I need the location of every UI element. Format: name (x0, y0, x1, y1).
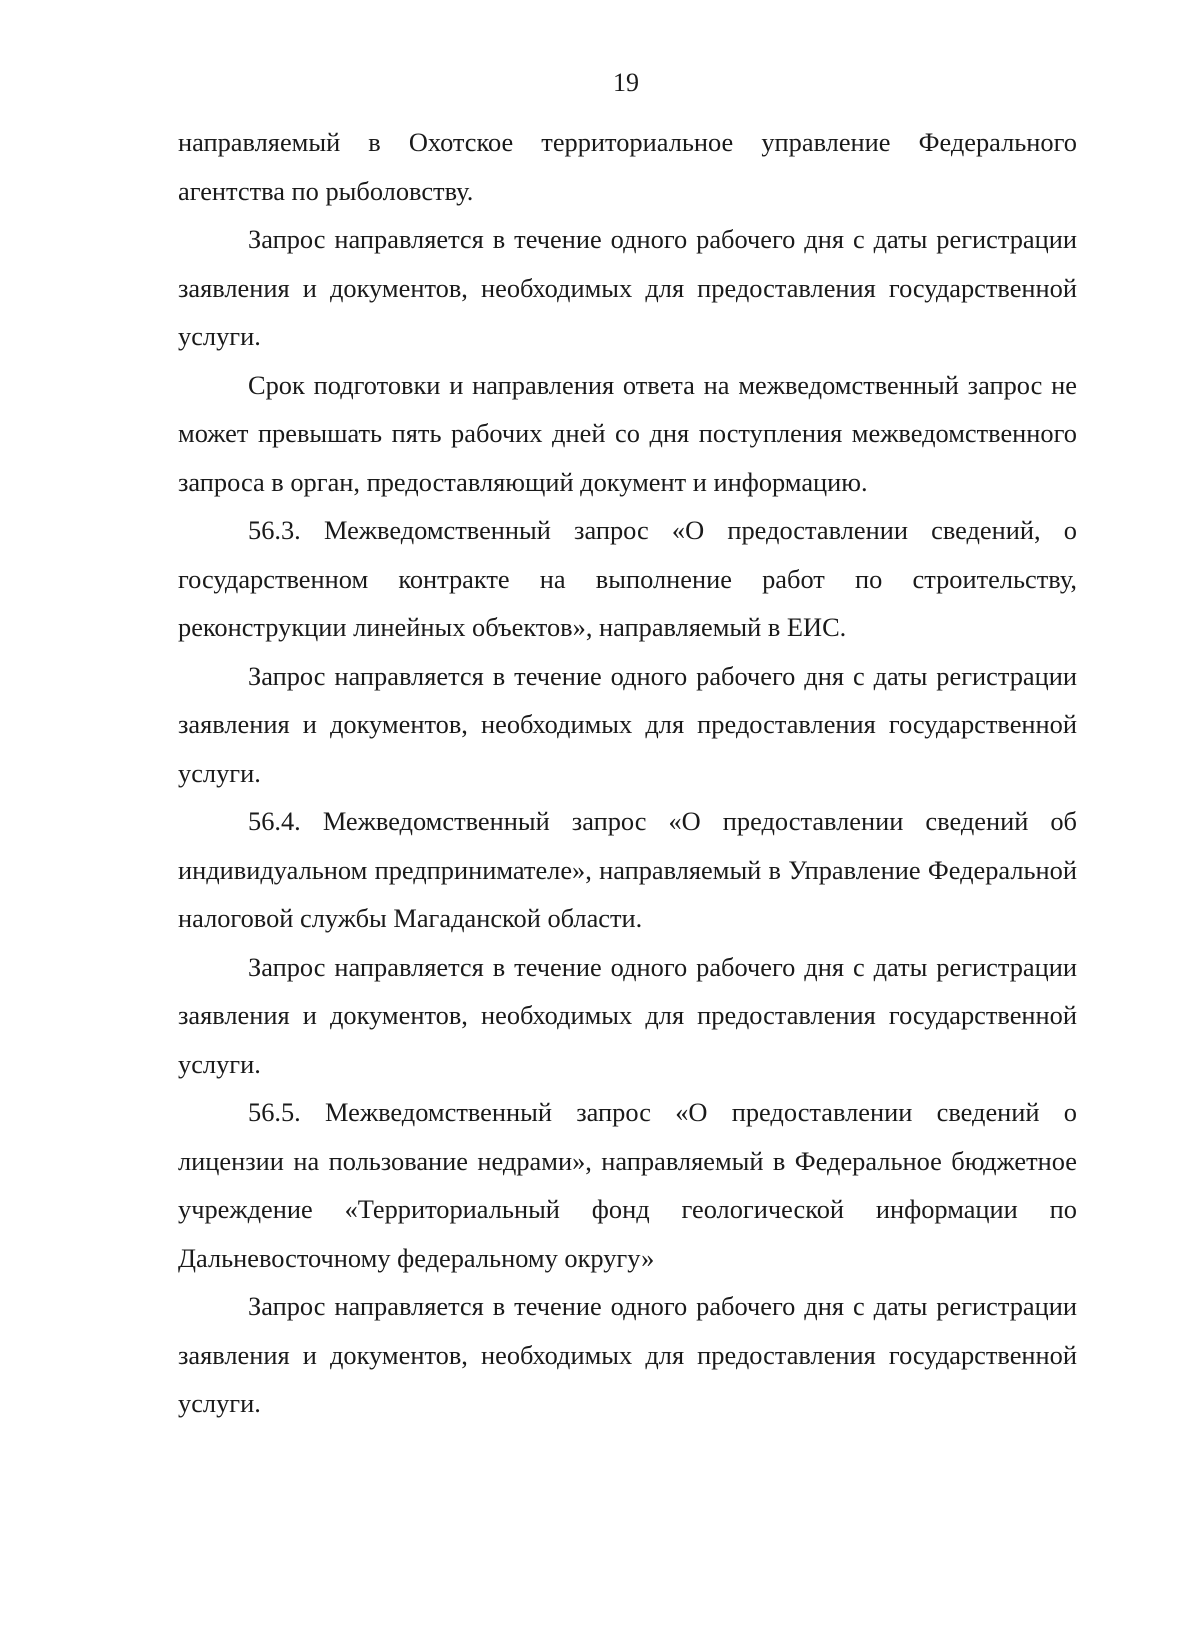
paragraph-request-deadline: Запрос направляется в течение одного рабочего дня с даты регистрации заявления и документов, необходимых для предоставления государственной услуги. (178, 951, 1077, 1079)
paragraph-item-56-5: 56.5. Межведомственный запрос «О предоставлении сведений о лицензии на пользование недрами», направляемый в Федеральное бюджетное учреждение «Территориальный фонд геологической информации по Дальневосточному федеральному округу» (178, 1097, 1077, 1273)
page-number: 19 (613, 68, 639, 97)
paragraph-item-56-4: 56.4. Межведомственный запрос «О предоставлении сведений об индивидуальном предпринимателе», направляемый в Управление Федеральной налоговой службы Магаданской области. (178, 806, 1077, 933)
paragraph-response-deadline: Срок подготовки и направления ответа на межведомственный запрос не может превышать пять рабочих дней со дня поступления межведомственного запроса в орган, предоставляющий документ и информацию. (178, 369, 1077, 497)
paragraph-request-deadline: Запрос направляется в течение одного рабочего дня с даты регистрации заявления и документов, необходимых для предоставления государственной услуги. (178, 1291, 1077, 1418)
paragraph-request-deadline: Запрос направляется в течение одного рабочего дня с даты регистрации заявления и документов, необходимых для предоставления государственной услуги. (178, 224, 1077, 351)
paragraph-request-deadline: Запрос направляется в течение одного рабочего дня с даты регистрации заявления и документов, необходимых для предоставления государственной услуги. (178, 660, 1077, 788)
document-body (178, 118, 1077, 1428)
paragraph-item-56-3: 56.3. Межведомственный запрос «О предоставлении сведений, о государственном контракте на выполнение работ по строительству, реконструкции линейных объектов», направляемый в ЕИС. (178, 515, 1077, 642)
paragraph-continuation: направляемый в Охотское территориальное управление Федерального агентства по рыболовству. (178, 127, 1077, 206)
